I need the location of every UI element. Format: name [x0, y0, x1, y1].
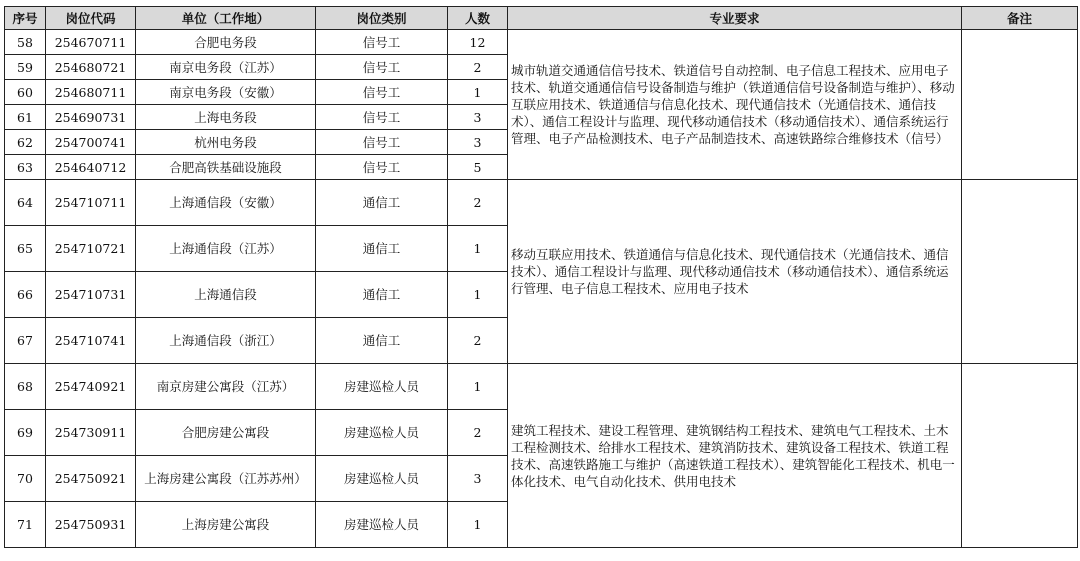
- cell-serial-no: 62: [5, 130, 46, 155]
- recruitment-table: [4, 6, 1078, 548]
- cell-post-code: 254750921: [46, 456, 136, 502]
- cell-unit: 南京电务段（江苏）: [136, 55, 316, 80]
- cell-post-category: 通信工: [316, 272, 448, 318]
- cell-post-category: 信号工: [316, 130, 448, 155]
- cell-serial-no: 69: [5, 410, 46, 456]
- cell-post-category: 房建巡检人员: [316, 410, 448, 456]
- cell-post-category: 通信工: [316, 180, 448, 226]
- cell-headcount: 1: [448, 80, 508, 105]
- cell-post-code: 254710721: [46, 226, 136, 272]
- cell-post-code: 254710711: [46, 180, 136, 226]
- header-remarks: 备注: [962, 7, 1078, 30]
- cell-serial-no: 60: [5, 80, 46, 105]
- cell-post-code: 254680721: [46, 55, 136, 80]
- cell-major-requirements: 建筑工程技术、建设工程管理、建筑钢结构工程技术、建筑电气工程技术、土木工程检测技术、给排水工程技术、建筑消防技术、建筑设备工程技术、铁道工程技术、高速铁路施工与维护（高速铁道工程技术）、建筑智能化工程技术、机电一体化技术、电气自动化技术、供用电技术: [508, 364, 962, 548]
- cell-post-category: 信号工: [316, 155, 448, 180]
- cell-serial-no: 58: [5, 30, 46, 55]
- cell-serial-no: 65: [5, 226, 46, 272]
- cell-post-code: 254730911: [46, 410, 136, 456]
- cell-headcount: 5: [448, 155, 508, 180]
- cell-serial-no: 61: [5, 105, 46, 130]
- cell-headcount: 3: [448, 130, 508, 155]
- cell-headcount: 1: [448, 272, 508, 318]
- cell-headcount: 2: [448, 318, 508, 364]
- cell-post-category: 通信工: [316, 318, 448, 364]
- header-unit: 单位（工作地）: [136, 7, 316, 30]
- cell-headcount: 2: [448, 180, 508, 226]
- cell-serial-no: 68: [5, 364, 46, 410]
- cell-headcount: 3: [448, 456, 508, 502]
- header-post-category: 岗位类别: [316, 7, 448, 30]
- cell-serial-no: 70: [5, 456, 46, 502]
- cell-remarks: [962, 364, 1078, 548]
- cell-post-code: 254680711: [46, 80, 136, 105]
- cell-unit: 上海电务段: [136, 105, 316, 130]
- cell-serial-no: 63: [5, 155, 46, 180]
- cell-unit: 合肥高铁基础设施段: [136, 155, 316, 180]
- cell-unit: 上海通信段（浙江）: [136, 318, 316, 364]
- cell-serial-no: 59: [5, 55, 46, 80]
- cell-headcount: 3: [448, 105, 508, 130]
- cell-post-code: 254690731: [46, 105, 136, 130]
- header-serial-no: 序号: [5, 7, 46, 30]
- table-row: [5, 364, 1078, 410]
- header-headcount: 人数: [448, 7, 508, 30]
- cell-post-code: 254700741: [46, 130, 136, 155]
- cell-unit: 南京电务段（安徽）: [136, 80, 316, 105]
- table-row: [5, 180, 1078, 226]
- cell-post-category: 通信工: [316, 226, 448, 272]
- cell-post-category: 房建巡检人员: [316, 502, 448, 548]
- cell-unit: 上海房建公寓段（江苏苏州）: [136, 456, 316, 502]
- cell-post-category: 房建巡检人员: [316, 456, 448, 502]
- cell-headcount: 1: [448, 502, 508, 548]
- cell-post-code: 254740921: [46, 364, 136, 410]
- cell-serial-no: 71: [5, 502, 46, 548]
- cell-post-code: 254640712: [46, 155, 136, 180]
- cell-post-category: 信号工: [316, 55, 448, 80]
- cell-remarks: [962, 30, 1078, 180]
- cell-post-category: 信号工: [316, 30, 448, 55]
- cell-unit: 上海通信段（安徽）: [136, 180, 316, 226]
- cell-post-code: 254710731: [46, 272, 136, 318]
- cell-unit: 南京房建公寓段（江苏）: [136, 364, 316, 410]
- cell-headcount: 1: [448, 364, 508, 410]
- header-post-code: 岗位代码: [46, 7, 136, 30]
- cell-post-category: 信号工: [316, 105, 448, 130]
- cell-headcount: 1: [448, 226, 508, 272]
- cell-major-requirements: 移动互联应用技术、铁道通信与信息化技术、现代通信技术（光通信技术、通信技术）、通信工程设计与监理、现代移动通信技术（移动通信技术）、通信系统运行管理、电子信息工程技术、应用电子技术: [508, 180, 962, 364]
- cell-unit: 上海通信段: [136, 272, 316, 318]
- cell-headcount: 12: [448, 30, 508, 55]
- cell-major-requirements: 城市轨道交通通信信号技术、铁道信号自动控制、电子信息工程技术、应用电子技术、轨道交通通信信号设备制造与维护（铁道通信信号设备制造与维护）、移动互联应用技术、铁道通信与信息化技术、现代通信技术（光通信技术、通信技术）、通信工程设计与监理、现代移动通信技术（移动通信技术）、通信系统运行管理、电子产品检测技术、电子产品制造技术、高速铁路综合维修技术（信号）: [508, 30, 962, 180]
- cell-remarks: [962, 180, 1078, 364]
- cell-serial-no: 66: [5, 272, 46, 318]
- cell-unit: 上海通信段（江苏）: [136, 226, 316, 272]
- cell-post-category: 房建巡检人员: [316, 364, 448, 410]
- header-major-requirements: 专业要求: [508, 7, 962, 30]
- cell-unit: 合肥房建公寓段: [136, 410, 316, 456]
- cell-unit: 合肥电务段: [136, 30, 316, 55]
- cell-post-code: 254670711: [46, 30, 136, 55]
- recruitment-table-container: [4, 6, 1078, 548]
- cell-unit: 杭州电务段: [136, 130, 316, 155]
- cell-serial-no: 67: [5, 318, 46, 364]
- cell-unit: 上海房建公寓段: [136, 502, 316, 548]
- cell-serial-no: 64: [5, 180, 46, 226]
- cell-headcount: 2: [448, 410, 508, 456]
- table-row: [5, 30, 1078, 55]
- cell-headcount: 2: [448, 55, 508, 80]
- cell-post-category: 信号工: [316, 80, 448, 105]
- cell-post-code: 254750931: [46, 502, 136, 548]
- cell-post-code: 254710741: [46, 318, 136, 364]
